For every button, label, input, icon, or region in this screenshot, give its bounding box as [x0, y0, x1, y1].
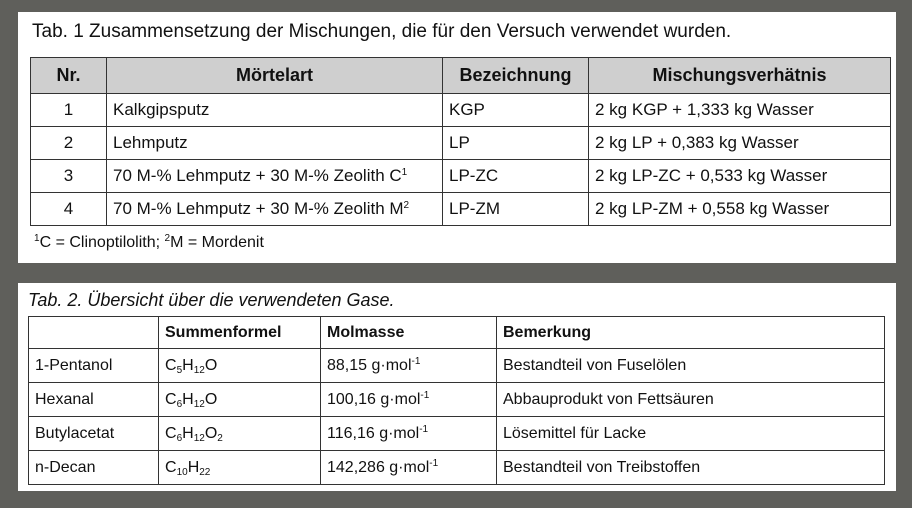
table-row — [31, 160, 891, 193]
gas-name: n-Decan — [29, 451, 159, 485]
gas-name: Butylacetat — [29, 417, 159, 451]
gas-formula: $C_6H_{12}O$ — [159, 383, 321, 417]
table1-header-nr: Nr. — [31, 58, 107, 94]
row-nr: 2 — [31, 127, 107, 160]
gas-formula: $C_5H_{12}O$ — [159, 349, 321, 383]
table1-header-moertelart: Mörtelart — [107, 58, 443, 94]
row-mischung: 2 kg KGP + 1,333 kg Wasser — [589, 94, 891, 127]
table-row — [31, 193, 891, 226]
table2-header-molmasse: Molmasse — [321, 317, 497, 349]
footnote-marker: 1 — [401, 167, 408, 178]
gas-molmasse: 142,286 g·mol$^{-1}$ — [321, 451, 497, 485]
table2-header-summenformel: Summenformel — [159, 317, 321, 349]
gas-formula: $C_6H_{12}O_2$ — [159, 417, 321, 451]
table1-panel — [18, 12, 896, 263]
row-nr: 4 — [31, 193, 107, 226]
table1-header-row — [31, 58, 891, 94]
gas-molmasse: 116,16 g·mol$^{-1}$ — [321, 417, 497, 451]
row-bezeichnung: KGP — [443, 94, 589, 127]
table2-header-bemerkung: Bemerkung — [497, 317, 885, 349]
table1-footnote: $^1$C = Clinoptilolith; $^2$M = Mordenit — [34, 233, 264, 251]
table2 — [28, 316, 885, 485]
table-row — [29, 383, 885, 417]
table-row — [31, 127, 891, 160]
table1 — [30, 57, 891, 226]
row-moertelart: 70 M-% Lehmputz + 30 M-% Zeolith $C^1$ — [107, 160, 443, 193]
gas-name: Hexanal — [29, 383, 159, 417]
gas-name: 1-Pentanol — [29, 349, 159, 383]
row-nr: 3 — [31, 160, 107, 193]
footnote-marker: 2 — [403, 200, 410, 211]
row-mischung: 2 kg LP-ZM + 0,558 kg Wasser — [589, 193, 891, 226]
table2-header-blank — [29, 317, 159, 349]
table-row — [29, 451, 885, 485]
row-bezeichnung: LP-ZM — [443, 193, 589, 226]
gas-bemerkung: Bestandteil von Fuselölen — [497, 349, 885, 383]
table2-caption: Tab. 2. Übersicht über die verwendeten Gase. — [28, 290, 395, 310]
table-row — [29, 417, 885, 451]
row-moertelart: Kalkgipsputz — [107, 94, 443, 127]
row-bezeichnung: LP — [443, 127, 589, 160]
row-mischung: 2 kg LP-ZC + 0,533 kg Wasser — [589, 160, 891, 193]
gas-molmasse: 88,15 g·mol$^{-1}$ — [321, 349, 497, 383]
row-moertelart: Lehmputz — [107, 127, 443, 160]
gas-bemerkung: Lösemittel für Lacke — [497, 417, 885, 451]
table1-caption: Tab. 1 Zusammensetzung der Mischungen, die für den Versuch verwendet wurden. — [32, 21, 732, 42]
row-moertelart: 70 M-% Lehmputz + 30 M-% Zeolith $M^2$ — [107, 193, 443, 226]
gas-formula: $C_{10}H_{22}$ — [159, 451, 321, 485]
table2-panel — [18, 283, 896, 491]
table1-header-mischungsverhaeltnis: Mischungsverhätnis — [589, 58, 891, 94]
table-row — [29, 349, 885, 383]
row-nr: 1 — [31, 94, 107, 127]
table-row — [31, 94, 891, 127]
row-mischung: 2 kg LP + 0,383 kg Wasser — [589, 127, 891, 160]
table2-header-row — [29, 317, 885, 349]
gas-bemerkung: Abbauprodukt von Fettsäuren — [497, 383, 885, 417]
row-bezeichnung: LP-ZC — [443, 160, 589, 193]
gas-bemerkung: Bestandteil von Treibstoffen — [497, 451, 885, 485]
gas-molmasse: 100,16 g·mol$^{-1}$ — [321, 383, 497, 417]
table1-header-bezeichnung: Bezeichnung — [443, 58, 589, 94]
